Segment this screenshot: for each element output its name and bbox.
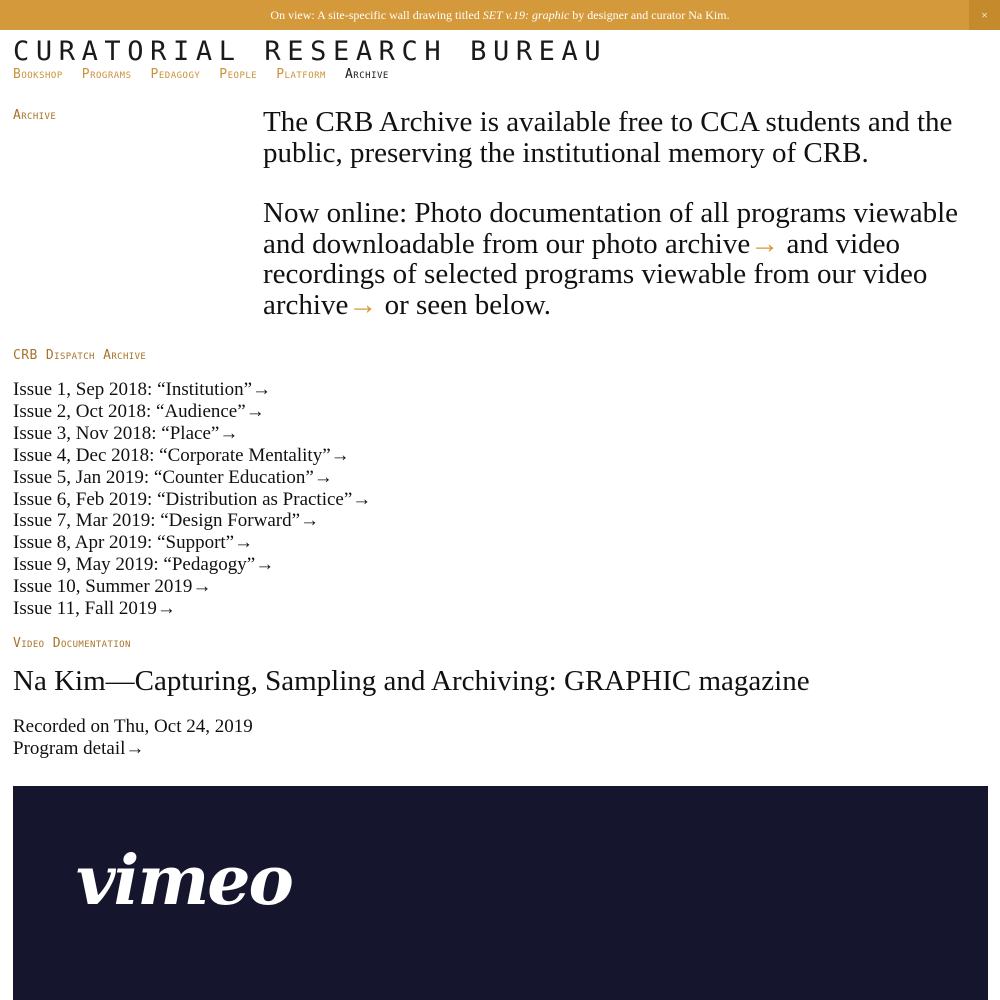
dispatch-issue-list	[13, 379, 371, 620]
list-item	[13, 598, 371, 620]
list-item	[13, 489, 371, 511]
arrow-icon[interactable]: →	[192, 576, 212, 598]
issue-link[interactable]: Issue 2, Oct 2018: “Audience”	[13, 400, 246, 422]
nav-item-platform[interactable]: Platform	[276, 67, 326, 82]
arrow-icon[interactable]: →	[219, 422, 239, 444]
archive-intro	[263, 107, 998, 320]
dispatch-section-label: CRB Dispatch Archive	[13, 348, 147, 363]
issue-link[interactable]: Issue 3, Nov 2018: “Place”	[13, 422, 220, 444]
arrow-icon[interactable]: →	[255, 554, 275, 576]
vimeo-video-player[interactable]	[13, 786, 988, 1000]
list-item	[13, 401, 371, 423]
banner-close-button[interactable]: ×	[969, 0, 1000, 30]
issue-link[interactable]: Issue 7, Mar 2019: “Design Forward”	[13, 510, 301, 532]
list-item	[13, 379, 371, 401]
list-item	[13, 467, 371, 489]
recorded-date: Recorded on Thu, Oct 24, 2019	[13, 716, 253, 737]
list-item	[13, 554, 371, 576]
list-item	[13, 423, 371, 445]
intro-paragraph-1: The CRB Archive is available free to CCA students and the public, preserving the institutional memory of CRB.	[263, 106, 953, 169]
announcement-banner	[0, 0, 1000, 30]
banner-text: On view: A site-specific wall drawing titled SET v.19: graphic by designer and curator Na Kim.	[270, 7, 730, 22]
main-nav	[13, 67, 408, 82]
arrow-icon[interactable]: →	[313, 466, 333, 488]
nav-item-people[interactable]: People	[219, 67, 258, 82]
video-title: Na Kim—Capturing, Sampling and Archiving: GRAPHIC magazine	[13, 665, 810, 697]
program-detail	[13, 738, 144, 760]
video-archive-arrow-link[interactable]: →	[348, 288, 378, 321]
program-detail-link[interactable]: Program detail	[13, 738, 126, 759]
list-item	[13, 532, 371, 554]
nav-item-bookshop[interactable]: Bookshop	[13, 67, 63, 82]
banner-artwork-title: SET v.19: graphic	[482, 7, 570, 22]
issue-link[interactable]: Issue 1, Sep 2018: “Institution”	[13, 379, 253, 400]
intro-paragraph-2: Now online: Photo documentation of all programs viewable and downloadable from our photo archive→ and video recordings of selected programs viewable from our video archive→ or seen below.	[263, 197, 959, 321]
issue-link[interactable]: Issue 6, Feb 2019: “Distribution as Practice”	[13, 488, 353, 510]
list-item	[13, 576, 371, 598]
arrow-icon[interactable]: →	[252, 379, 272, 400]
nav-item-programs[interactable]: Programs	[81, 67, 132, 82]
nav-item-pedagogy[interactable]: Pedagogy	[150, 67, 201, 82]
arrow-icon[interactable]: →	[156, 598, 176, 620]
video-section-label: Video Documentation	[13, 636, 131, 651]
issue-link[interactable]: Issue 10, Summer 2019	[13, 576, 193, 598]
issue-link[interactable]: Issue 11, Fall 2019	[13, 598, 157, 620]
archive-section-label: Archive	[13, 108, 57, 123]
nav-item-archive[interactable]: Archive	[344, 67, 389, 82]
issue-link[interactable]: Issue 8, Apr 2019: “Support”	[13, 532, 235, 554]
arrow-icon[interactable]: →	[330, 444, 350, 466]
issue-link[interactable]: Issue 5, Jan 2019: “Counter Education”	[13, 466, 314, 488]
photo-archive-arrow-link[interactable]: →	[750, 227, 780, 260]
issue-link[interactable]: Issue 4, Dec 2018: “Corporate Mentality”	[13, 444, 331, 466]
site-title[interactable]: CURATORIAL RESEARCH BUREAU	[13, 36, 608, 67]
list-item	[13, 510, 371, 532]
issue-link[interactable]: Issue 9, May 2019: “Pedagogy”	[13, 554, 256, 576]
arrow-icon[interactable]: →	[245, 400, 265, 422]
arrow-icon[interactable]: →	[300, 510, 320, 532]
arrow-icon[interactable]: →	[125, 738, 145, 759]
list-item	[13, 445, 371, 467]
arrow-icon[interactable]: →	[234, 532, 254, 554]
vimeo-logo: vimeo	[76, 841, 292, 921]
arrow-icon[interactable]: →	[352, 488, 372, 510]
